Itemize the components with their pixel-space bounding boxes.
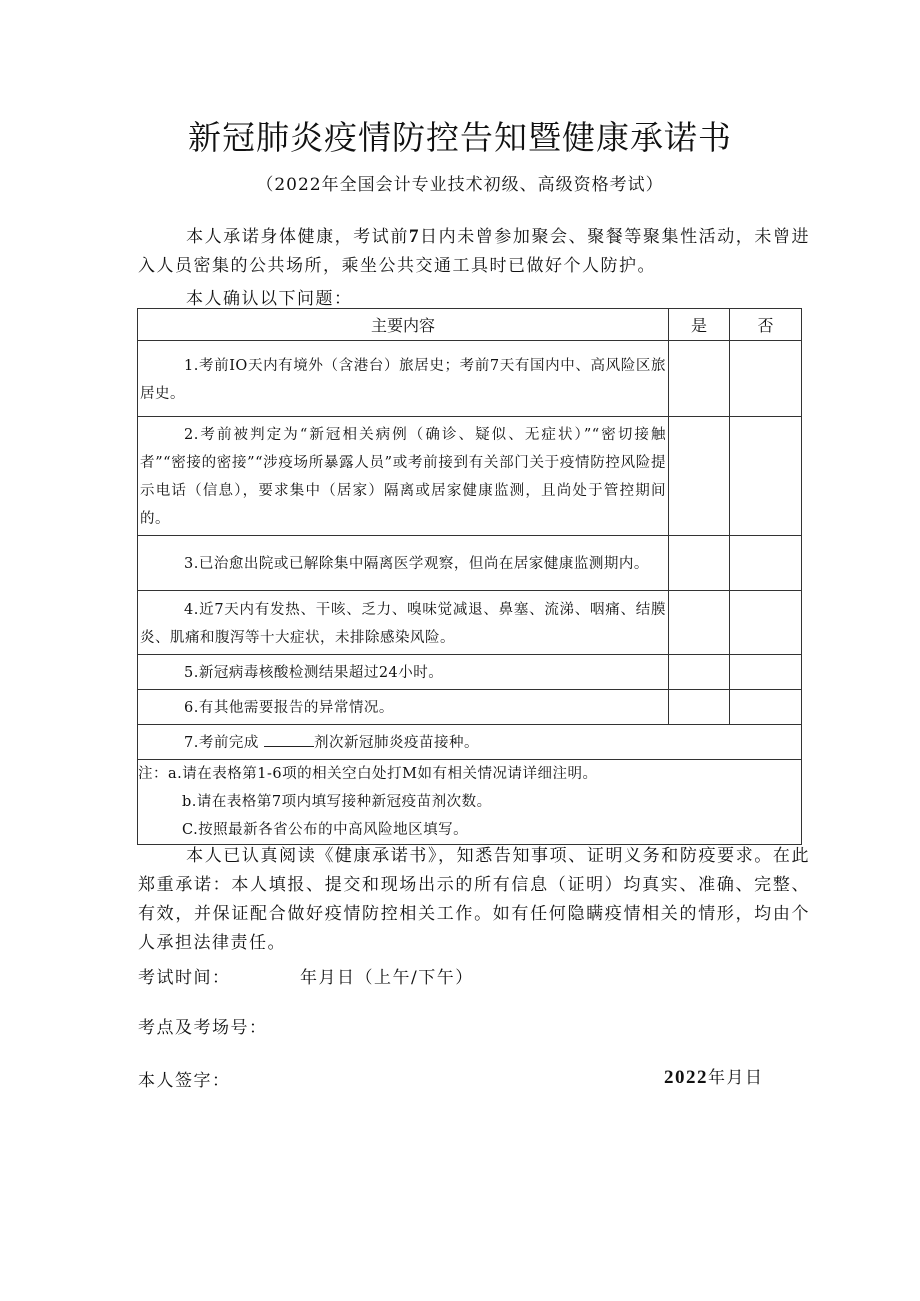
answer-no-cell[interactable] <box>730 690 802 725</box>
intro-paragraph <box>138 222 810 281</box>
intro-text-a: 本人承诺身体健康，考试前 <box>186 227 409 247</box>
table-row-vaccine <box>138 725 802 760</box>
signature-date[interactable] <box>664 1063 764 1089</box>
signature-year: 2022 <box>664 1067 708 1088</box>
answer-yes-cell[interactable] <box>669 655 730 690</box>
table-row <box>138 690 802 725</box>
answer-no-cell[interactable] <box>730 536 802 591</box>
vaccine-dose-blank[interactable] <box>264 732 314 747</box>
intro-text-b: 日内未曾参加聚会、聚餐等聚集性活动，未曾进入人员密集的公共场所，乘坐公共交通工具时已做好个人防护。 <box>138 227 811 276</box>
question-text: 1.考前IO天内有境外（含港台）旅居史；考前7天有国内中、高风险区旅居史。 <box>140 357 666 402</box>
exam-site-label: 考点及考场号： <box>138 1018 268 1038</box>
vaccine-cell <box>138 725 802 760</box>
intro-days-number: 7 <box>408 226 420 247</box>
question-text: 2.考前被判定为“新冠相关病例（确诊、疑似、无症状）”“密切接触者”“密接的密接”“涉疫场所暴露人员”或考前接到有关部门关于疫情防控风险提示电话（信息），要求集中（居家）隔离或居家健康监测，且尚处于管控期间的。 <box>140 427 666 527</box>
question-cell <box>138 417 669 536</box>
question-cell <box>138 655 669 690</box>
question-cell <box>138 690 669 725</box>
page-title: 新冠肺炎疫情防控告知暨健康承诺书 <box>188 118 732 157</box>
questions-table <box>137 308 802 845</box>
answer-no-cell[interactable] <box>730 591 802 655</box>
declaration-paragraph <box>138 842 810 958</box>
question-text: 4.近7天内有发热、干咳、乏力、嗅味觉减退、鼻塞、流涕、咽痛、结膜炎、肌痛和腹泻等十大症状，未排除感染风险。 <box>140 601 666 646</box>
table-row <box>138 536 802 591</box>
note-c-line <box>138 816 801 844</box>
note-c: C.按照最新各省公布的中高风险地区填写。 <box>182 822 469 838</box>
table-notes-row <box>138 760 802 845</box>
table-row <box>138 655 802 690</box>
note-b: b.请在表格第7项内填写接种新冠疫苗剂次数。 <box>182 794 492 810</box>
answer-yes-cell[interactable] <box>669 591 730 655</box>
question-text: 5.新冠病毒核酸检测结果超过24小时。 <box>184 665 444 681</box>
table-row <box>138 591 802 655</box>
confirm-label: 本人确认以下问题： <box>186 289 353 309</box>
header-content: 主要内容 <box>138 309 669 341</box>
question-cell <box>138 591 669 655</box>
header-no: 否 <box>730 309 802 341</box>
question-text: 6.有其他需要报告的异常情况。 <box>184 700 394 716</box>
question-cell <box>138 341 669 417</box>
vaccine-text-a: 7.考前完成 <box>184 735 259 751</box>
notes-cell <box>138 760 802 845</box>
note-b-line <box>138 788 801 816</box>
declaration-text: 本人已认真阅读《健康承诺书》，知悉告知事项、证明义务和防疫要求。在此郑重承诺：本人填报、提交和现场出示的所有信息（证明）均真实、准确、完整、有效，并保证配合做好疫情防控相关工作。如有任何隐瞒疫情相关的情形，均由个人承担法律责任。 <box>138 846 810 953</box>
question-text: 3.已治愈出院或已解除集中隔离医学观察，但尚在居家健康监测期内。 <box>184 556 649 572</box>
answer-yes-cell[interactable] <box>669 417 730 536</box>
table-header-row <box>138 309 802 341</box>
page-subtitle: （2022年全国会计专业技术初级、高级资格考试） <box>256 175 664 195</box>
answer-yes-cell[interactable] <box>669 690 730 725</box>
table-row <box>138 341 802 417</box>
exam-time-label: 考试时间： <box>138 968 231 988</box>
answer-no-cell[interactable] <box>730 417 802 536</box>
answer-no-cell[interactable] <box>730 341 802 417</box>
question-cell <box>138 536 669 591</box>
note-a: 注：a.请在表格第1-6项的相关空白处打M如有相关情况请详细注明。 <box>138 766 598 782</box>
signature-label: 本人签字： <box>138 1071 231 1091</box>
answer-no-cell[interactable] <box>730 655 802 690</box>
vaccine-text-b: 剂次新冠肺炎疫苗接种。 <box>313 735 479 751</box>
answer-yes-cell[interactable] <box>669 341 730 417</box>
exam-time-value[interactable]: 年月日（上午/下午） <box>300 968 474 988</box>
table-row <box>138 417 802 536</box>
signature-date-suffix: 年月日 <box>708 1068 764 1088</box>
answer-yes-cell[interactable] <box>669 536 730 591</box>
header-yes: 是 <box>669 309 730 341</box>
